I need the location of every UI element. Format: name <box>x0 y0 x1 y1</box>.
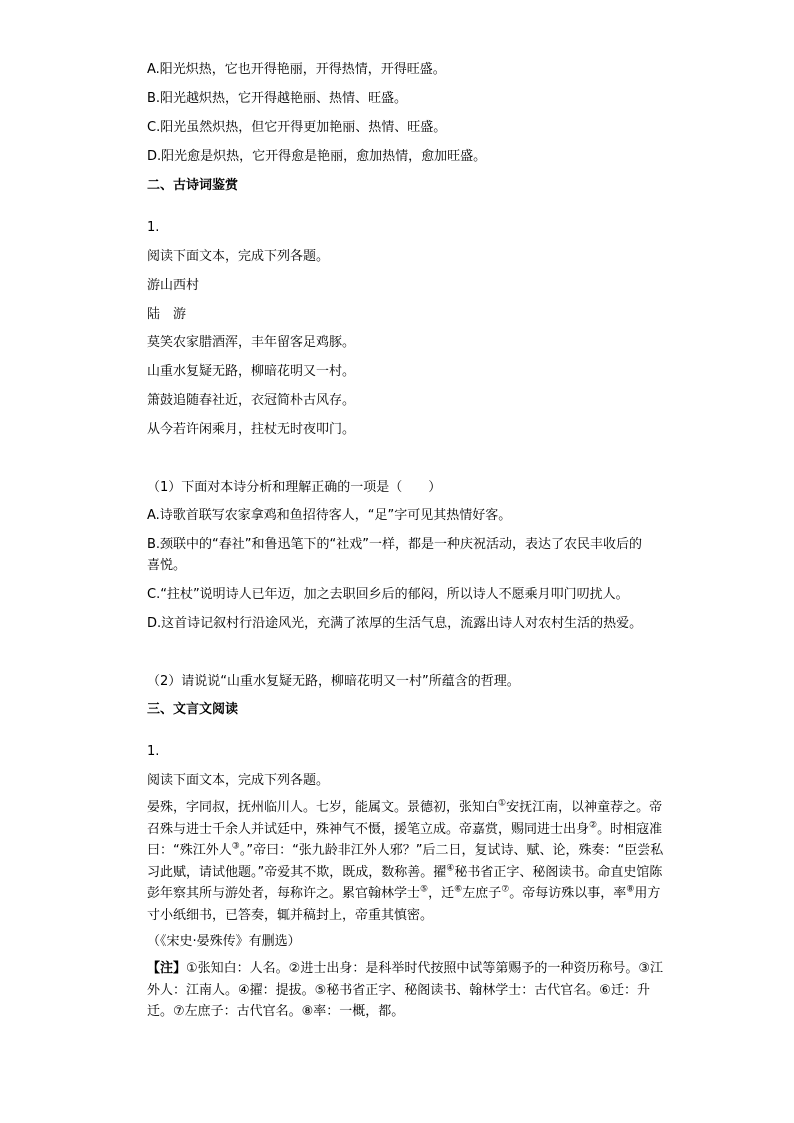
annotation-note: 【注】①张知白：人名。②进士出身：是科举时代按照中试等第赐予的一种资历称号。③江外人：江南人。④擢：提拔。⑤秘书省正字、秘阁读书、翰林学士：古代官名。⑥迁：升迁。⑦左庶子：古代官名。⑧率：一概，都。 <box>147 961 663 1019</box>
section-heading-classical: 三、文言文阅读 <box>147 702 239 717</box>
question-number: 1. <box>147 220 160 235</box>
poem-line: 山重水复疑无路，柳暗花明又一村。 <box>147 364 356 379</box>
subquestion-1: （1）下面对本诗分析和理解正确的一项是（ ） <box>147 480 442 495</box>
question-intro: 阅读下面文本，完成下列各题。 <box>147 773 330 788</box>
question-intro: 阅读下面文本，完成下列各题。 <box>147 249 330 264</box>
subquestion-1-option-a: A.诗歌首联写农家拿鸡和鱼招待客人，“足”字可见其热情好客。 <box>147 508 512 523</box>
subquestion-1-option-c: C.“拄杖”说明诗人已年迈，加之去职回乡后的郁闷，所以诗人不愿乘月叩门叨扰人。 <box>147 587 629 602</box>
poem-line: 莫笑农家腊酒浑，丰年留客足鸡豚。 <box>147 335 356 350</box>
option-c: C.阳光虽然炽热，但它开得更加艳丽、热情、旺盛。 <box>147 120 447 135</box>
poem-line: 从今若许闲乘月，拄杖无时夜叩门。 <box>147 422 356 437</box>
poem-line: 箫鼓追随春社近，衣冠简朴古风存。 <box>147 393 356 408</box>
subquestion-2: （2）请说说“山重水复疑无路，柳暗花明又一村”所蕴含的哲理。 <box>147 674 520 689</box>
note-label: 【注】 <box>147 961 187 976</box>
subquestion-1-option-b-cont: 喜悦。 <box>147 558 187 573</box>
classical-passage: 晏殊，字同叔，抚州临川人。七岁，能属文。景德初，张知白①安抚江南，以神童荐之。帝召殊与进士千余人并试廷中，殊神气不慑，援笔立成。帝嘉赏，赐同进士出身②。时相寇准曰：“殊江外人③。”帝曰：“张九龄非江外人邪？”后二日，复试诗、赋、论，殊奏：“臣尝私习此赋，请试他题。”帝爱其不欺，既成，数称善。擢④秘书省正字、秘阁读书。命直史馆陈彭年察其所与游处者，每称许之。累官翰林学士⑤，迁⑥左庶子⑦。帝每访殊以事，率⑧用方寸小纸细书，已答奏，辄并稿封上，帝重其慎密。 <box>147 798 664 923</box>
option-d: D.阳光愈是炽热，它开得愈是艳丽，愈加热情，愈加旺盛。 <box>147 149 487 164</box>
passage-source: （《宋史·晏殊传》有删选） <box>147 934 301 949</box>
option-a: A.阳光炽热，它也开得艳丽，开得热情，开得旺盛。 <box>147 62 446 77</box>
poem-title: 游山西村 <box>147 278 200 293</box>
question-number: 1. <box>147 744 160 759</box>
subquestion-1-option-b: B.颈联中的“春社”和鲁迅笔下的“社戏”一样，都是一种庆祝活动，表达了农民丰收后的 <box>147 537 642 552</box>
subquestion-1-option-d: D.这首诗记叙村行沿途风光，充满了浓厚的生活气息，流露出诗人对农村生活的热爱。 <box>147 616 643 631</box>
section-heading-poetry: 二、古诗词鉴赏 <box>147 178 239 193</box>
poem-author: 陆 游 <box>147 307 187 322</box>
option-b: B.阳光越炽热，它开得越艳丽、热情、旺盛。 <box>147 91 408 106</box>
